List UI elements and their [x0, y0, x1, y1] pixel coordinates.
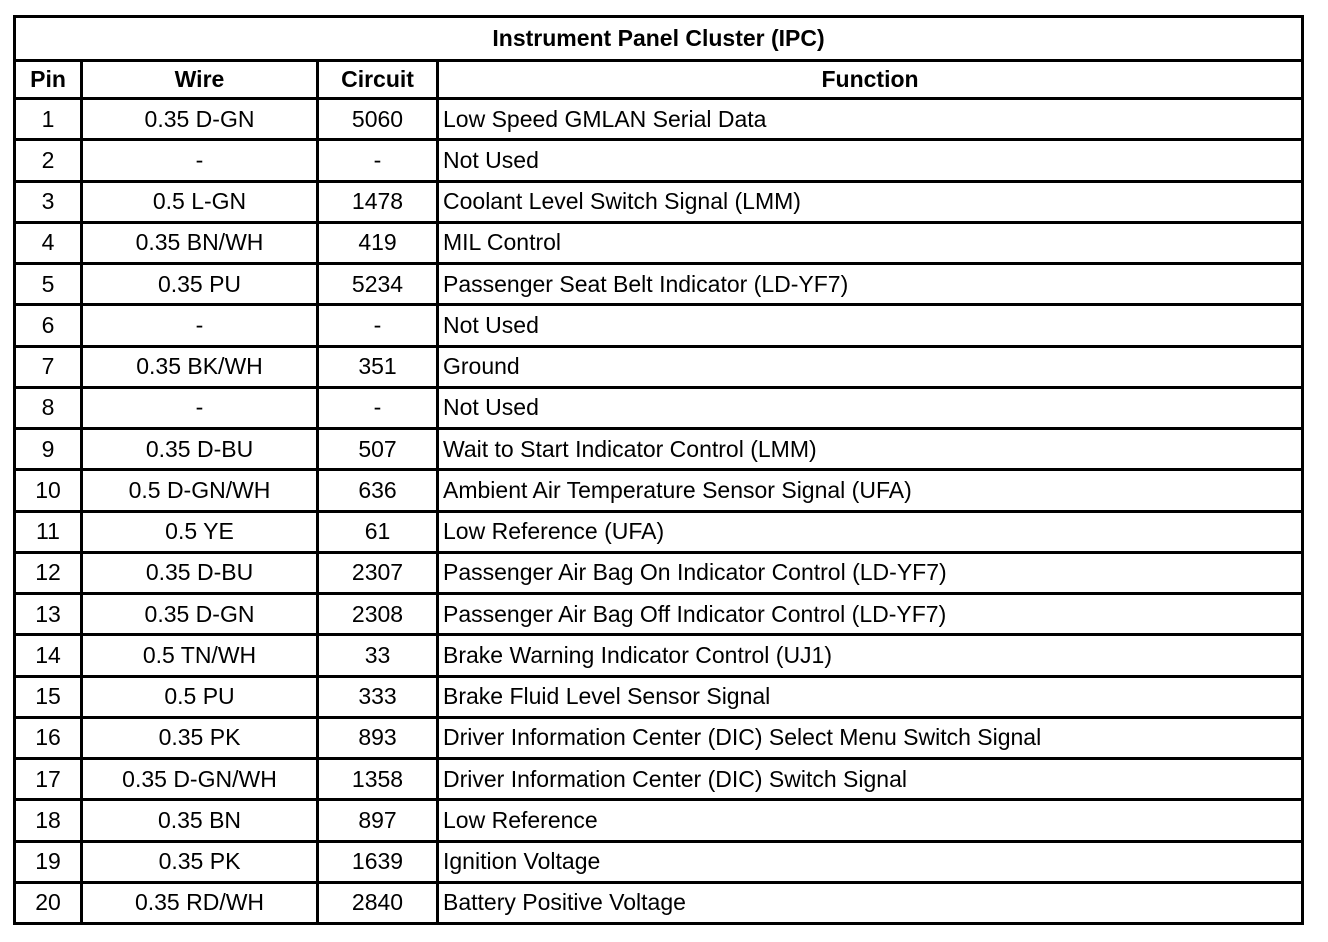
pin-cell: 15	[15, 676, 82, 717]
function-cell: Coolant Level Switch Signal (LMM)	[438, 181, 1303, 222]
connector-pinout-document	[13, 15, 1304, 925]
wire-cell: 0.35 D-BU	[82, 429, 318, 470]
pin-cell: 2	[15, 140, 82, 181]
pin-cell: 20	[15, 882, 82, 923]
pin-cell: 13	[15, 594, 82, 635]
table-row	[15, 882, 1303, 923]
function-cell: Passenger Seat Belt Indicator (LD-YF7)	[438, 264, 1303, 305]
table-row	[15, 635, 1303, 676]
table-row	[15, 676, 1303, 717]
pin-cell: 12	[15, 552, 82, 593]
circuit-cell: 333	[318, 676, 438, 717]
function-cell: Ignition Voltage	[438, 841, 1303, 882]
wire-cell: -	[82, 305, 318, 346]
function-cell: Ground	[438, 346, 1303, 387]
circuit-cell: 1639	[318, 841, 438, 882]
pin-cell: 18	[15, 800, 82, 841]
function-cell: Low Speed GMLAN Serial Data	[438, 99, 1303, 140]
function-cell: Low Reference	[438, 800, 1303, 841]
table-body	[15, 99, 1303, 924]
circuit-cell: 2308	[318, 594, 438, 635]
table-row	[15, 305, 1303, 346]
pin-cell: 4	[15, 222, 82, 263]
wire-cell: 0.5 YE	[82, 511, 318, 552]
circuit-cell: 2307	[318, 552, 438, 593]
wire-cell: 0.5 TN/WH	[82, 635, 318, 676]
wire-cell: 0.35 PK	[82, 841, 318, 882]
table-title: Instrument Panel Cluster (IPC)	[15, 17, 1303, 61]
pinout-table	[13, 15, 1304, 925]
column-header-circuit: Circuit	[318, 61, 438, 99]
table-row	[15, 594, 1303, 635]
table-row	[15, 181, 1303, 222]
wire-cell: 0.35 BK/WH	[82, 346, 318, 387]
circuit-cell: 893	[318, 717, 438, 758]
pin-cell: 5	[15, 264, 82, 305]
function-cell: Driver Information Center (DIC) Select Menu Switch Signal	[438, 717, 1303, 758]
pin-cell: 14	[15, 635, 82, 676]
circuit-cell: -	[318, 140, 438, 181]
circuit-cell: 1358	[318, 759, 438, 800]
wire-cell: 0.35 D-GN	[82, 594, 318, 635]
function-cell: Not Used	[438, 305, 1303, 346]
pin-cell: 7	[15, 346, 82, 387]
pin-cell: 3	[15, 181, 82, 222]
wire-cell: 0.5 L-GN	[82, 181, 318, 222]
pin-cell: 6	[15, 305, 82, 346]
table-row	[15, 387, 1303, 428]
pin-cell: 1	[15, 99, 82, 140]
column-header-function: Function	[438, 61, 1303, 99]
function-cell: Wait to Start Indicator Control (LMM)	[438, 429, 1303, 470]
function-cell: Ambient Air Temperature Sensor Signal (UFA)	[438, 470, 1303, 511]
table-row	[15, 346, 1303, 387]
circuit-cell: 33	[318, 635, 438, 676]
wire-cell: 0.35 PU	[82, 264, 318, 305]
table-row	[15, 552, 1303, 593]
wire-cell: 0.35 D-BU	[82, 552, 318, 593]
function-cell: Passenger Air Bag On Indicator Control (LD-YF7)	[438, 552, 1303, 593]
circuit-cell: 5060	[318, 99, 438, 140]
pin-cell: 16	[15, 717, 82, 758]
table-row	[15, 429, 1303, 470]
table-row	[15, 140, 1303, 181]
table-row	[15, 99, 1303, 140]
table-row	[15, 264, 1303, 305]
circuit-cell: 1478	[318, 181, 438, 222]
pin-cell: 10	[15, 470, 82, 511]
table-row	[15, 470, 1303, 511]
wire-cell: 0.35 D-GN	[82, 99, 318, 140]
column-header-wire: Wire	[82, 61, 318, 99]
table-row	[15, 222, 1303, 263]
function-cell: Low Reference (UFA)	[438, 511, 1303, 552]
function-cell: Battery Positive Voltage	[438, 882, 1303, 923]
wire-cell: 0.35 RD/WH	[82, 882, 318, 923]
column-header-pin: Pin	[15, 61, 82, 99]
function-cell: Not Used	[438, 387, 1303, 428]
circuit-cell: 61	[318, 511, 438, 552]
function-cell: MIL Control	[438, 222, 1303, 263]
wire-cell: 0.5 PU	[82, 676, 318, 717]
wire-cell: 0.35 BN	[82, 800, 318, 841]
circuit-cell: 419	[318, 222, 438, 263]
circuit-cell: 351	[318, 346, 438, 387]
pin-cell: 9	[15, 429, 82, 470]
wire-cell: -	[82, 140, 318, 181]
wire-cell: 0.35 BN/WH	[82, 222, 318, 263]
wire-cell: 0.35 PK	[82, 717, 318, 758]
pin-cell: 8	[15, 387, 82, 428]
function-cell: Not Used	[438, 140, 1303, 181]
circuit-cell: 636	[318, 470, 438, 511]
pin-cell: 19	[15, 841, 82, 882]
function-cell: Brake Fluid Level Sensor Signal	[438, 676, 1303, 717]
wire-cell: 0.5 D-GN/WH	[82, 470, 318, 511]
circuit-cell: 897	[318, 800, 438, 841]
table-title-row	[15, 17, 1303, 61]
function-cell: Brake Warning Indicator Control (UJ1)	[438, 635, 1303, 676]
pin-cell: 17	[15, 759, 82, 800]
function-cell: Driver Information Center (DIC) Switch Signal	[438, 759, 1303, 800]
wire-cell: 0.35 D-GN/WH	[82, 759, 318, 800]
table-row	[15, 511, 1303, 552]
circuit-cell: 2840	[318, 882, 438, 923]
table-row	[15, 841, 1303, 882]
circuit-cell: 507	[318, 429, 438, 470]
circuit-cell: -	[318, 387, 438, 428]
table-row	[15, 759, 1303, 800]
wire-cell: -	[82, 387, 318, 428]
circuit-cell: -	[318, 305, 438, 346]
table-row	[15, 717, 1303, 758]
function-cell: Passenger Air Bag Off Indicator Control (LD-YF7)	[438, 594, 1303, 635]
pin-cell: 11	[15, 511, 82, 552]
table-row	[15, 800, 1303, 841]
column-header-row	[15, 61, 1303, 99]
circuit-cell: 5234	[318, 264, 438, 305]
